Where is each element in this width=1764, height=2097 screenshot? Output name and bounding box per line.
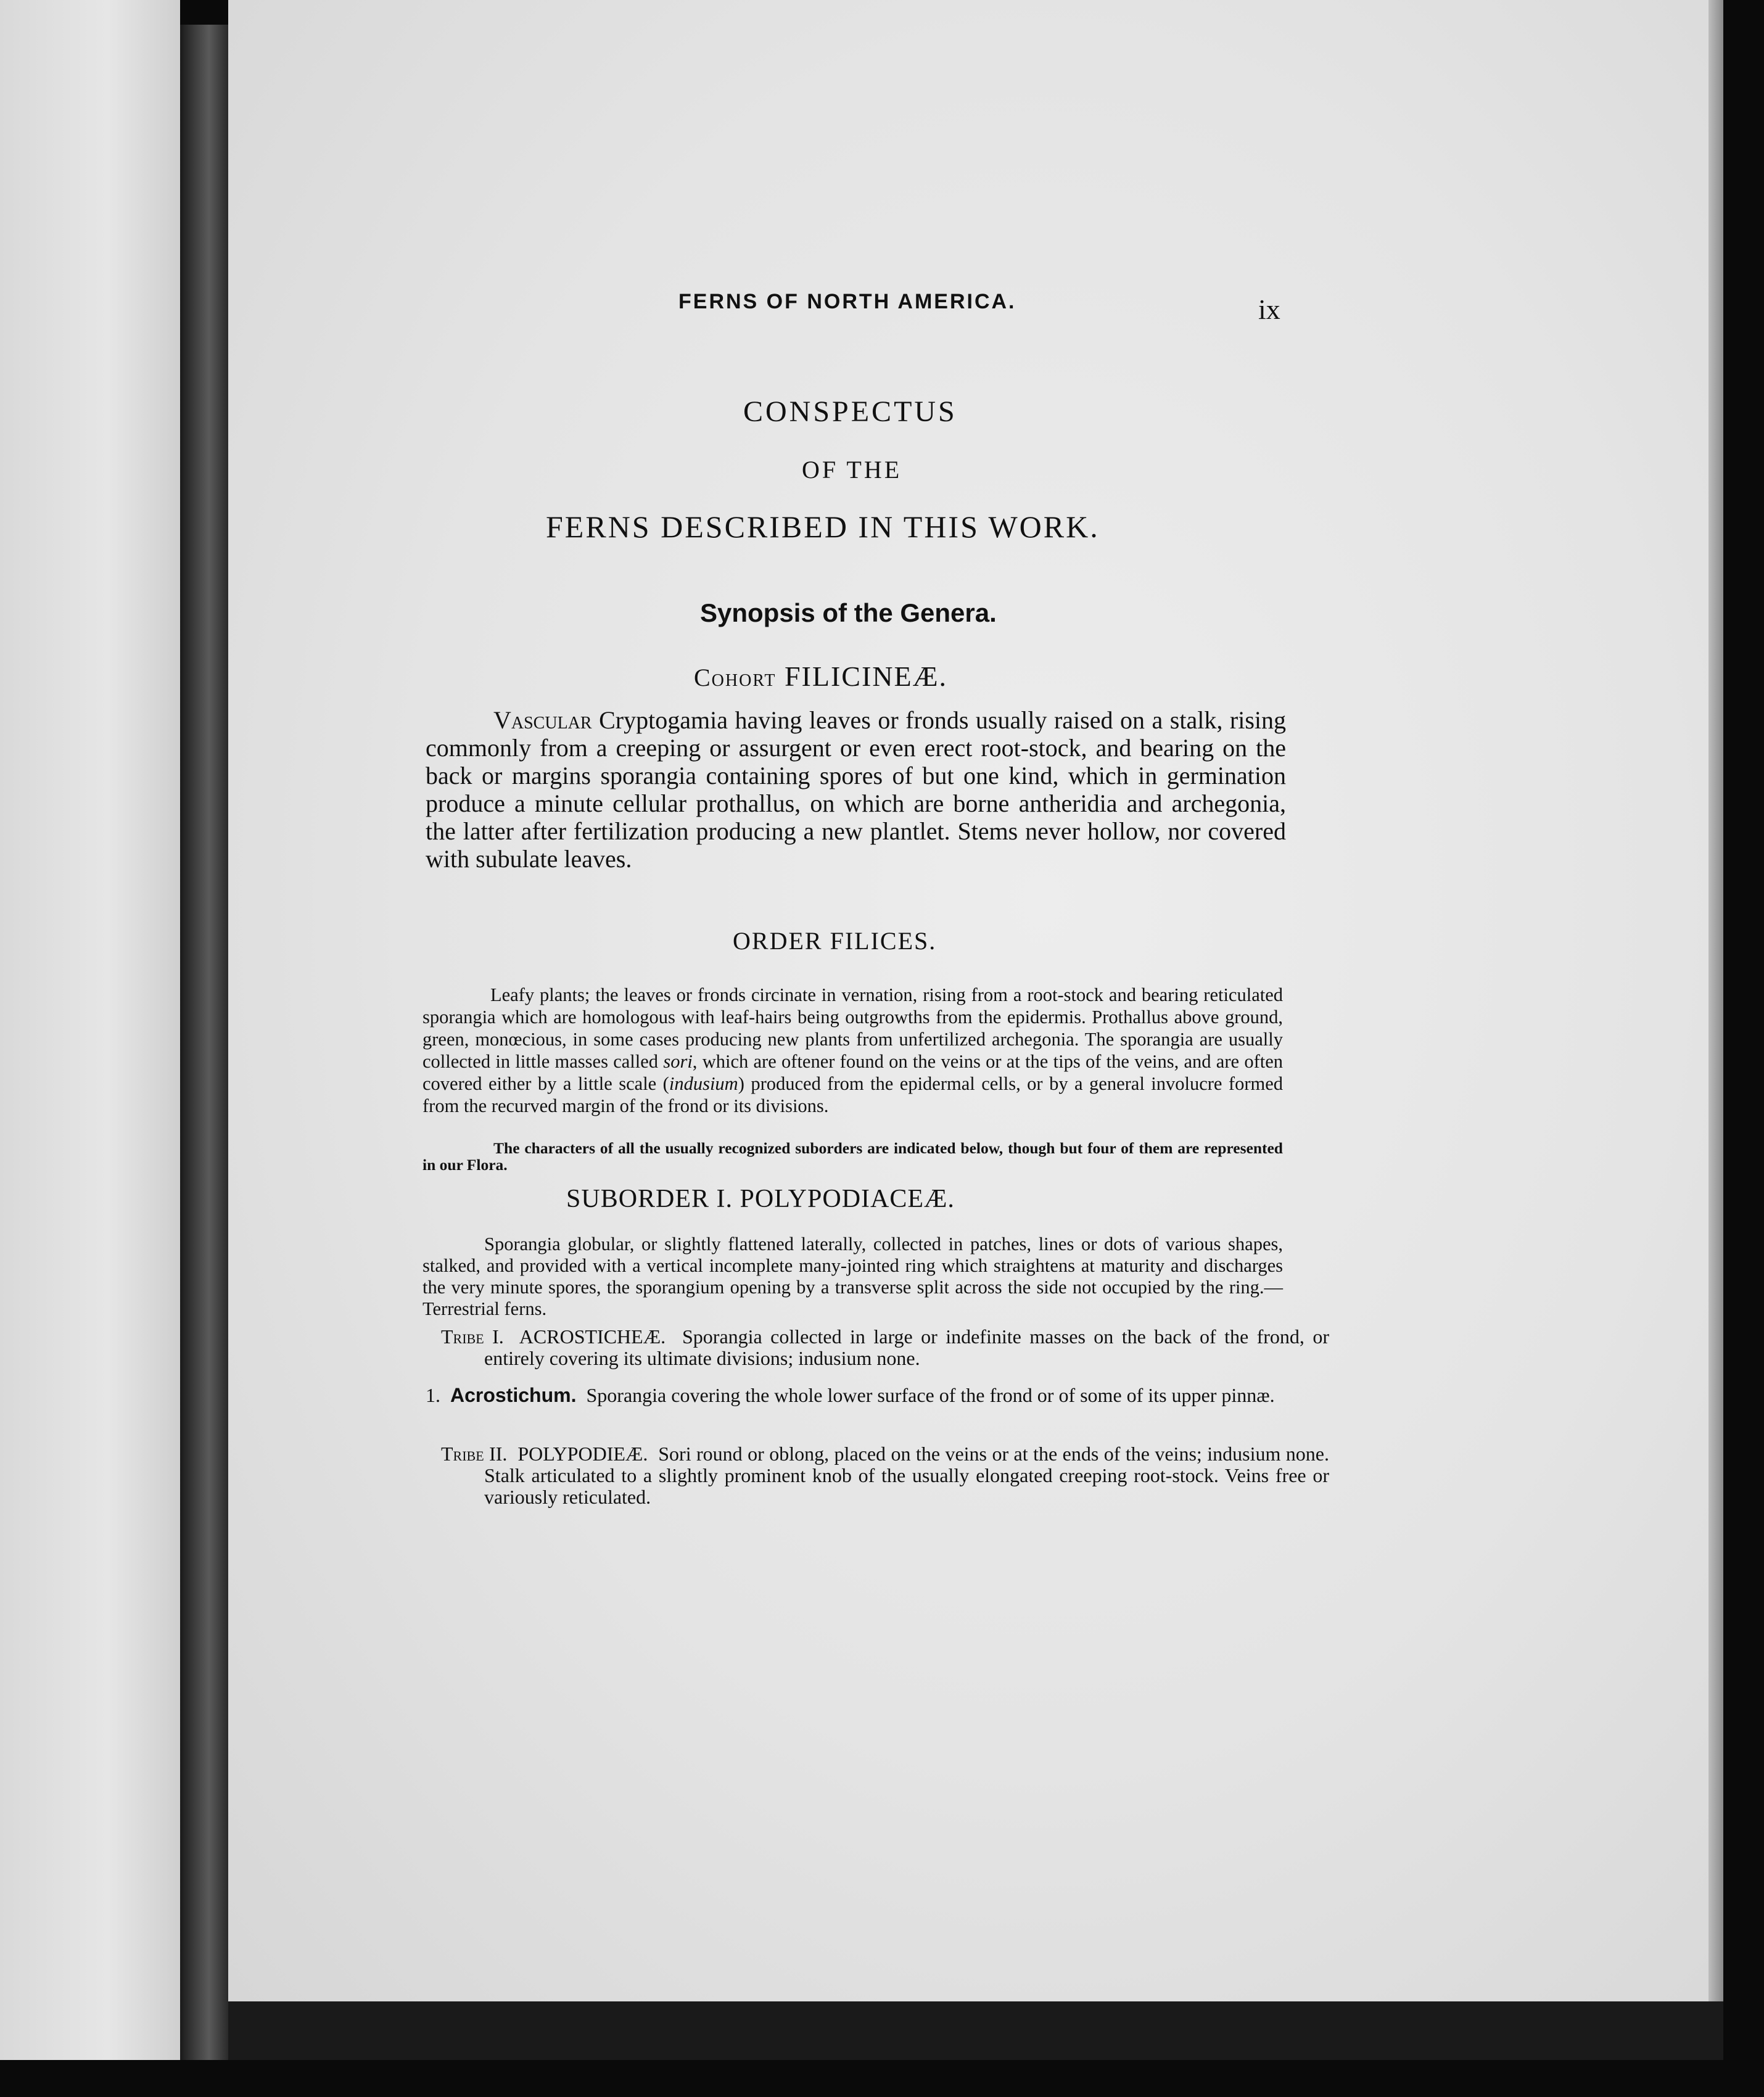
tribe-2-name: POLYPODIEÆ. <box>517 1443 648 1465</box>
title-line-1: CONSPECTUS <box>743 395 957 428</box>
title-line-2: OF THE <box>802 456 902 484</box>
bottom-shadow <box>228 2001 1723 2060</box>
tribe-1-text: Sporangia collected in large or indefinite masses on the back of the frond, or entirely covering its ultimate divisions; indusium none. <box>484 1325 1330 1369</box>
tribe-1-label: Tribe I. <box>441 1325 504 1348</box>
synopsis-heading: Synopsis of the Genera. <box>700 598 997 627</box>
cohort-description-text: Cryptogamia having leaves or fronds usually raised on a stalk, rising commonly from a creeping or assurgent or even erect root-stock, and bearing on the back or margins sporangia containing spores of but one kind, which in germination produce a minute cellular prothallus, on which are borne antheridia and archegonia, the latter after fertilization producing a new plantlet. Stems never hollow, nor covered with subulate leaves. <box>426 706 1286 873</box>
cohort-label: Cohort <box>694 664 777 691</box>
term-indusium: indusium <box>669 1073 738 1094</box>
order-description-part1: Leafy plants; the leaves or fronds circinate in vernation, rising from a root-stock and bearing reticulated sporangia which are homologous with leaf-hairs being outgrowths from the epidermis. Prothallus above ground, green, monœcious, in some cases producing new plants from unfertilized archegonia. The sporangia are usually collected in little masses called <box>422 984 1283 1072</box>
book-gutter <box>180 25 228 2060</box>
suborders-note: The characters of all the usually recognized suborders are indicated below, though but four of them are represented in our Flora. <box>422 1139 1283 1174</box>
running-header: FERNS OF NORTH AMERICA. <box>678 290 1016 313</box>
genus-1-text: Sporangia covering the whole lower surface of the frond or of some of its upper pinnæ. <box>586 1384 1275 1406</box>
tribe-entry-2 <box>441 1443 1329 1508</box>
order-description <box>422 984 1283 1117</box>
genus-entry-1 <box>426 1385 1314 1406</box>
term-sori: sori <box>663 1051 693 1072</box>
tribe-2-text: Sori round or oblong, placed on the veins or at the ends of the veins; indusium none. Stalk articulated to a slightly prominent knob of the usually elongated creeping root-stock. Veins free or variously reticulated. <box>484 1443 1330 1508</box>
cohort-description <box>426 706 1286 873</box>
order-description-part2: , which are oftener found on the veins or at the tips of the veins, and are often covered either by a little scale ( <box>422 1051 1283 1094</box>
tribe-1-name: ACROSTICHEÆ. <box>519 1325 666 1348</box>
tribe-entry-1 <box>441 1326 1329 1369</box>
page-number: ix <box>1258 294 1280 325</box>
facing-page-edge <box>0 0 180 2060</box>
page-right-edge <box>1708 0 1723 2001</box>
cohort-name: FILICINEÆ. <box>784 661 947 692</box>
suborder-description: Sporangia globular, or slightly flattened laterally, collected in patches, lines or dots of various shapes, stalked, and provided with a vertical incomplete many-jointed ring which straightens at maturity and discharges the very minute spores, the sporangium opening by a transverse split across the side not occupied by the ring.—Terrestrial ferns. <box>422 1234 1283 1319</box>
tribe-2-label: Tribe II. <box>441 1443 508 1465</box>
order-description-part3: ) produced from the epidermal cells, or by a general involucre formed from the recurved margin of the frond or its divisions. <box>422 1073 1283 1116</box>
order-heading: ORDER FILICES. <box>733 927 937 955</box>
cohort-description-lead: Vascular <box>493 706 592 734</box>
genus-1-number: 1. <box>426 1384 440 1406</box>
title-line-3: FERNS DESCRIBED IN THIS WORK. <box>546 509 1100 544</box>
genus-1-name: Acrostichum. <box>450 1384 577 1406</box>
suborder-heading: SUBORDER I. POLYPODIACEÆ. <box>566 1185 955 1213</box>
cohort-heading <box>694 660 947 693</box>
